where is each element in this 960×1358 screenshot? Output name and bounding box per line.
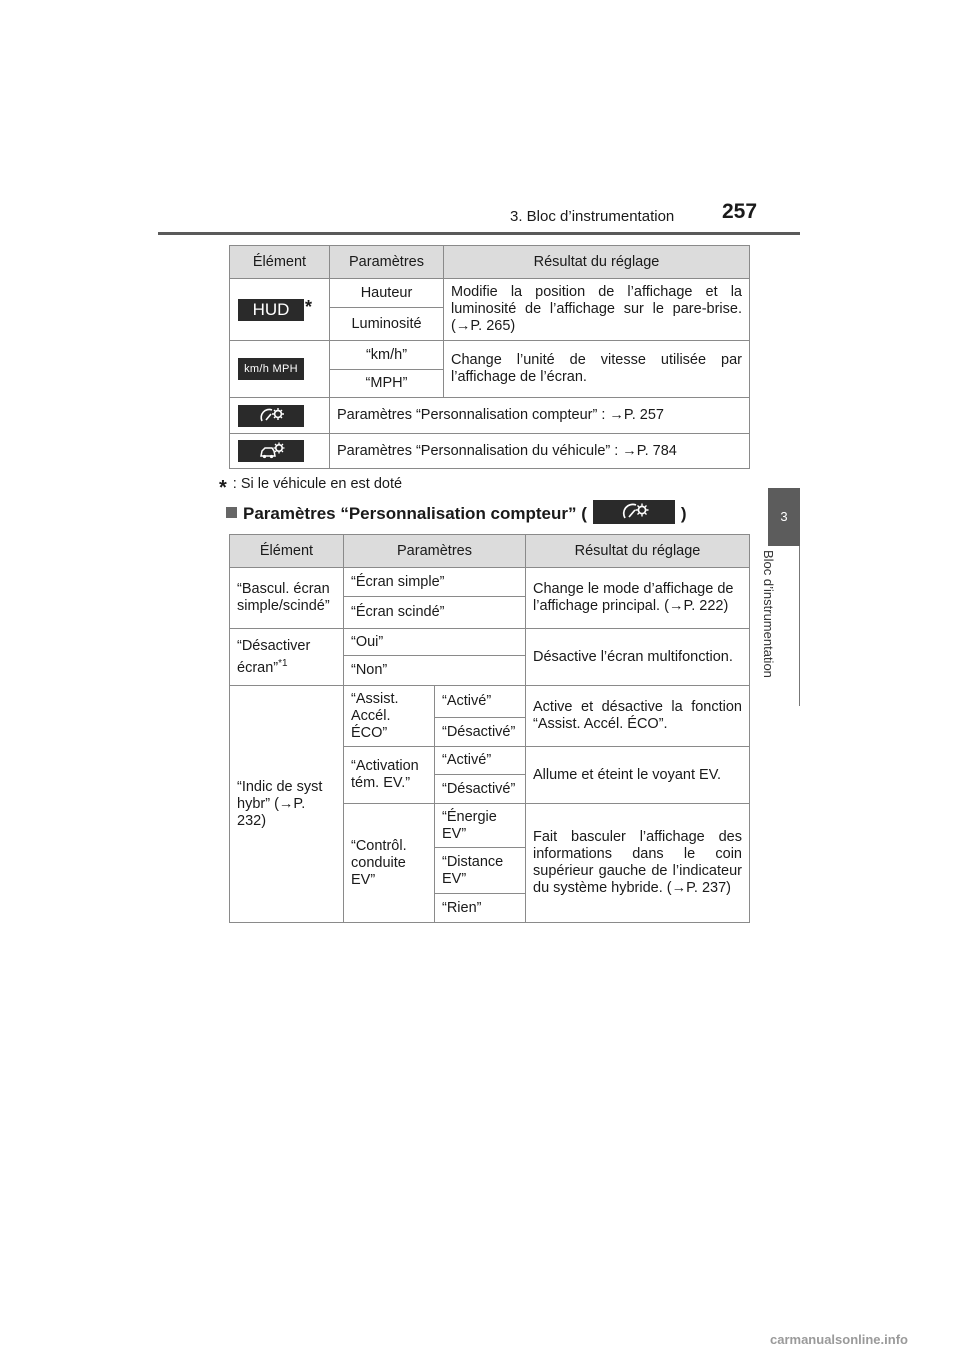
footnote-text: : Si le véhicule en est doté (232, 476, 403, 492)
chapter-tab-divider (799, 546, 800, 706)
item-cell (230, 629, 344, 686)
footnote (219, 476, 402, 500)
option-cell: “Activé” (435, 747, 526, 775)
vehicle-settings-ref: Paramètres “Personnalisation du véhicule” : →P. 784 (330, 434, 750, 469)
subitem-cell: “Contrôl. conduite EV” (344, 804, 435, 923)
result-cell: Change l’unité de vitesse utilisée par l’affichage de l’écran. (444, 341, 750, 398)
table-header-row (230, 246, 750, 279)
param-cell: Luminosité (330, 308, 444, 341)
subitem-cell: “Activation tém. EV.” (344, 747, 435, 804)
option-cell: “Distance EV” (435, 848, 526, 894)
section-title (226, 500, 687, 524)
table-row (230, 279, 750, 308)
meter-customization-table (229, 534, 750, 923)
watermark: carmanualsonline.info (770, 1332, 908, 1347)
result-cell: Change le mode d’affichage de l’affichage principal. (→P. 222) (526, 568, 750, 629)
table-row (230, 629, 750, 656)
result-cell: Modifie la position de l’affichage et la luminosité de l’affichage sur le pare-brise. (→P. 265) (444, 279, 750, 341)
gauge-icon-cell (230, 398, 330, 434)
hud-cell (230, 279, 330, 341)
param-cell: “Écran simple” (344, 568, 526, 597)
section-title-close: ) (680, 504, 687, 523)
bullet-square-icon (226, 507, 237, 518)
column-header: Paramètres (344, 535, 526, 568)
page-number: 257 (722, 200, 758, 223)
item-cell: “Indic de syst hybr” (→P. 232) (230, 686, 344, 923)
availability-star: * (305, 296, 313, 317)
option-cell: “Énergie EV” (435, 804, 526, 848)
gauge-settings-icon (593, 500, 675, 524)
chapter-tab-label: Bloc d’instrumentation (761, 550, 776, 678)
section-heading: 3. Bloc d’instrumentation (510, 208, 675, 225)
table-row (230, 434, 750, 469)
speed-unit-icon: km/h MPH (238, 358, 304, 380)
car-settings-icon (238, 440, 304, 462)
param-cell: “Oui” (344, 629, 526, 656)
result-cell: Allume et éteint le voyant EV. (526, 747, 750, 804)
footnote-star: * (219, 477, 227, 499)
column-header: Paramètres (330, 246, 444, 279)
table-row (230, 398, 750, 434)
table-row (230, 568, 750, 597)
result-cell: Fait basculer l’affichage des informations dans le coin supérieur gauche de l’indicateur du système hybride. (→P. 237) (526, 804, 750, 923)
column-header: Élément (230, 246, 330, 279)
settings-table-main (229, 245, 750, 469)
meter-settings-ref: Paramètres “Personnalisation compteur” : →P. 257 (330, 398, 750, 434)
table-header-row (230, 535, 750, 568)
table-row (230, 686, 750, 718)
param-cell: “km/h” (330, 341, 444, 370)
subitem-cell: “Assist. Accél. ÉCO” (344, 686, 435, 747)
unit-cell (230, 341, 330, 398)
gauge-settings-icon (238, 405, 304, 427)
option-cell: “Désactivé” (435, 718, 526, 747)
param-cell: “Non” (344, 656, 526, 686)
column-header: Résultat du réglage (444, 246, 750, 279)
chapter-tab: 3 (768, 488, 800, 546)
param-cell: Hauteur (330, 279, 444, 308)
header-divider (158, 232, 800, 235)
column-header: Résultat du réglage (526, 535, 750, 568)
item-cell: “Bascul. écran simple/scindé” (230, 568, 344, 629)
item-text: “Désactiver écran” (237, 637, 311, 676)
column-header: Élément (230, 535, 344, 568)
option-cell: “Désactivé” (435, 775, 526, 804)
option-cell: “Activé” (435, 686, 526, 718)
result-cell: Active et désactive la fonction “Assist. Accél. ÉCO”. (526, 686, 750, 747)
section-title-text: Paramètres “Personnalisation compteur” ( (243, 504, 587, 523)
option-cell: “Rien” (435, 894, 526, 923)
param-cell: “Écran scindé” (344, 597, 526, 629)
result-cell: Désactive l’écran multifonction. (526, 629, 750, 686)
param-cell: “MPH” (330, 370, 444, 398)
hud-icon: HUD (238, 299, 304, 321)
car-icon-cell (230, 434, 330, 469)
table-row (230, 341, 750, 370)
footnote-ref: *1 (278, 657, 288, 669)
